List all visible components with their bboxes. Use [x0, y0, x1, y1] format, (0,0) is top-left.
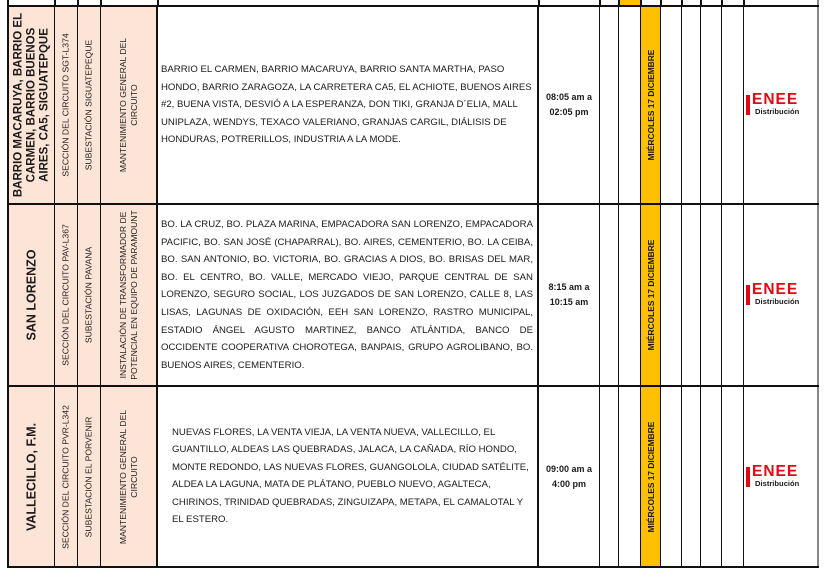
date-label: MIÉRCOLES 17 DICIEMBRE	[645, 239, 656, 351]
day-cell-empty	[722, 387, 744, 566]
affected-areas-text: NUEVAS FLORES, LA VENTA VIEJA, LA VENTA NUEVA, VALLECILLO, EL GUANTILLO, ALDEAS LAS QUEBRADAS, JALACA, LA CAÑADA, RÍO HONDO, MONTE REDONDO, LAS NUEVAS FLORES, GUANGOLOLA, CIUDAD SATÉLITE, ALDEA LA LAGUNA, MATA DE PLÁTANO, PUEBLO NUEVO, AGALTECA, CHIRINOS, TRINIDAD QUEBRADAS, ZINGUIZAPA, METAPA, EL CAMALOTAL Y EL ESTERO.	[172, 426, 529, 526]
time-end: 4:00 pm	[551, 478, 586, 489]
day-cell-empty	[619, 205, 641, 385]
day-cell-empty	[722, 205, 744, 385]
date-label: MIÉRCOLES 17 DICIEMBRE	[645, 49, 656, 161]
time-cell	[539, 7, 600, 203]
date-cell-highlighted	[641, 7, 661, 203]
affected-areas-text: BO. LA CRUZ, BO. PLAZA MARINA, EMPACADORA SAN LORENZO, EMPACADORA PACIFIC, BO. SAN JOSÉ (CHAPARRAL), BO. AIRES, CEMENTERIO, BO. LA CEIBA, BO. SAN ANTONIO, BO. VICTORIA, BO. GRACIAS A DIOS, BO. BRISAS DEL MAR, BO. EL CENTRO, BO. VALLE, MERCADO VIEJO, PARQUE CENTRAL DE SAN LORENZO, SEGURO SOCIAL, LOS JUZGADOS DE SAN LORENZO, CALLE 8, LAS LISAS, LAGUNAS DE OXIDACIÓN, EEH SAN LORENZO, RASTRO MUNICIPAL, ESTADIO ÁNGEL AGUSTO MARTINEZ, BANCO ATLÁNTIDA, BANCO DE OCCIDENTE COOPERATIVA CHOROTEGA, BANPAIS, GRUPO AGROLIBANO, BO. BUENOS AIRES, CEMENTERIO.	[161, 218, 533, 371]
time-start: 08:05 am a	[545, 92, 593, 102]
enee-logo	[746, 282, 815, 308]
circuit-section-cell	[55, 205, 78, 385]
table-row	[7, 5, 819, 203]
location-label: VALLECILLO, F.M.	[24, 422, 38, 531]
substation-label: SUBESTACIÓN EL PORVENIR	[83, 416, 94, 537]
enee-brand-text: ENEE	[752, 462, 799, 480]
work-type-label: MANTENIMIENTO GENERAL DEL CIRCUITO	[117, 37, 139, 173]
date-cell-highlighted	[641, 387, 661, 566]
location-label: SAN LORENZO	[24, 249, 38, 341]
location-cell	[7, 205, 55, 385]
time-start: 09:00 am a	[545, 463, 593, 474]
enee-logo	[746, 464, 815, 490]
circuit-section-label: SECCIÓN DEL CIRCUITO PAV-L367	[60, 224, 71, 366]
enee-logo-mark-icon	[746, 467, 750, 487]
day-cell-empty	[600, 7, 619, 203]
day-cell-empty	[619, 7, 641, 203]
circuit-section-label: SECCIÓN DEL CIRCUITO PVR-L342	[60, 404, 71, 549]
enee-sub-text: Distribución	[755, 478, 800, 488]
work-type-cell	[101, 387, 158, 566]
affected-areas-text: BARRIO EL CARMEN, BARRIO MACARUYA, BARRIO SANTA MARTHA, PASO HONDO, BARRIO ZARAGOZA, LA CARRETERA CA5, EL ACHIOTE, BUENOS AIRES #2, BUENA VISTA, DESVIÓ A LA ESPERANZA, DON TIKI, GRANJA D´ELIA, MALL UNIPLAZA, WENDYS, TEXACO VALERIANO, GRANJAS CARGIL, DIÁLISIS DE HONDURAS, POTRERILLOS, INDUSTRIA A LA MODE.	[161, 64, 532, 146]
day-cell-empty	[701, 7, 722, 203]
enee-logo	[746, 92, 815, 118]
time-range	[539, 462, 599, 492]
day-cell-empty	[661, 387, 682, 566]
day-cell-empty	[682, 7, 701, 203]
work-type-cell	[101, 7, 158, 203]
affected-areas-cell	[158, 205, 539, 385]
time-start: 8:15 am a	[548, 282, 590, 292]
time-end: 10:15 am	[549, 297, 589, 307]
enee-logo-mark-icon	[746, 95, 750, 115]
table-row	[7, 203, 819, 385]
date-label: MIÉRCOLES 17 DICIEMBRE	[645, 421, 656, 532]
day-cell-empty	[682, 205, 701, 385]
location-cell	[7, 7, 55, 203]
day-cell-empty	[722, 7, 744, 203]
enee-logo-mark-icon	[746, 285, 750, 305]
day-cell-empty	[600, 205, 619, 385]
time-range	[539, 90, 599, 120]
substation-cell	[78, 7, 101, 203]
circuit-section-cell	[55, 387, 78, 566]
affected-areas-cell	[158, 7, 539, 203]
work-type-label: MANTENIMIENTO GENERAL DEL CIRCUITO	[117, 409, 139, 544]
date-cell-highlighted	[641, 205, 661, 385]
substation-cell	[78, 387, 101, 566]
time-end: 02:05 pm	[549, 107, 589, 117]
day-cell-empty	[661, 7, 682, 203]
location-cell	[7, 387, 55, 566]
circuit-section-label: SECCIÓN DEL CIRCUITO SGT-L374	[60, 33, 71, 177]
day-cell-empty	[619, 387, 641, 566]
affected-areas-cell	[158, 387, 539, 566]
day-cell-empty	[701, 387, 722, 566]
location-label: BARRIO MACARUYA, BARRIO EL CARMEN, BARRIO BUENOS AIRES, CA5, SIGUATEPQUE	[12, 12, 50, 198]
day-cell-empty	[701, 205, 722, 385]
enee-brand-text: ENEE	[752, 281, 799, 298]
time-range	[539, 280, 599, 310]
day-cell-empty	[600, 387, 619, 566]
time-cell	[539, 387, 600, 566]
table-row	[7, 385, 819, 568]
time-cell	[539, 205, 600, 385]
enee-sub-text: Distribución	[755, 297, 800, 306]
day-cell-empty	[682, 387, 701, 566]
enee-sub-text: Distribución	[755, 107, 800, 116]
enee-brand-text: ENEE	[752, 91, 799, 108]
day-cell-empty	[661, 205, 682, 385]
substation-label: SUBESTACIÓN SIGUATEPEQUE	[83, 39, 94, 171]
substation-cell	[78, 205, 101, 385]
logo-cell	[744, 7, 819, 203]
logo-cell	[744, 387, 819, 566]
circuit-section-cell	[55, 7, 78, 203]
work-type-cell	[101, 205, 158, 385]
substation-label: SUBESTACIÓN PAVANA	[83, 246, 94, 344]
logo-cell	[744, 205, 819, 385]
work-type-label: INSTALACIÓN DE TRANSFORMADOR DE POTENCIAL EN EQUIPO DE PARAMOUNT	[117, 210, 139, 380]
